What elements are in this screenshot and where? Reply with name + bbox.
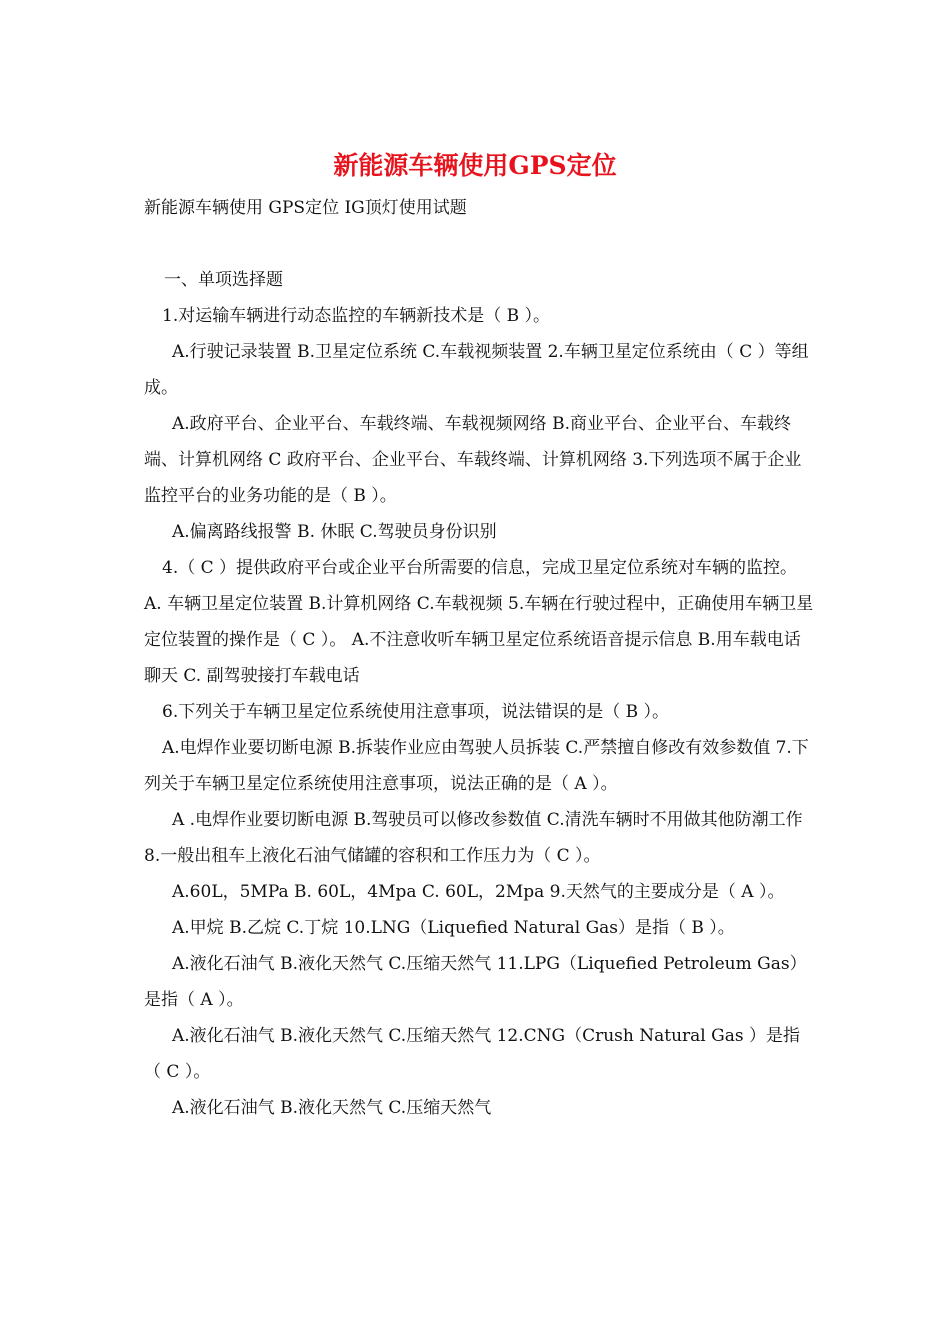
question-paragraph: A.液化石油气 B.液化天然气 C.压缩天然气	[172, 1098, 492, 1118]
question-paragraph: A.政府平台、企业平台、车载终端、车载视频网络 B.商业平台、企业平台、车载终端、计算机网络 C 政府平台、企业平台、车载终端、计算机网络 3.下列选项不属于企业监控平台的业务功能的是（ B ）。	[144, 414, 802, 506]
question-paragraph: A.60L，5MPa B. 60L，4Mpa C. 60L，2Mpa 9.天然气的主要成分是（ A ）。	[172, 882, 785, 902]
question-paragraph: A.行驶记录装置 B.卫星定位系统 C.车载视频装置 2.车辆卫星定位系统由（ C ）等组成。	[144, 342, 809, 398]
question-paragraph: 4.（ C ）提供政府平台或企业平台所需要的信息，完成卫星定位系统对车辆的监控。 A. 车辆卫星定位装置 B.计算机网络 C.车载视频 5.车辆在行驶过程中，正确使用车辆卫星定位装置的操作是（ C ）。 A.不注意收听车辆卫星定位系统语音提示信息 B.用车载电话聊天 C. 副驾驶接打车载电话	[144, 558, 814, 686]
document-title: 新能源车辆使用GPS定位	[333, 151, 617, 180]
question-paragraph: A.甲烷 B.乙烷 C.丁烷 10.LNG（Liquefied Natural Gas）是指（ B ）。	[172, 918, 735, 938]
question-paragraph: 1.对运输车辆进行动态监控的车辆新技术是（ B ）。	[162, 306, 551, 326]
document-body	[144, 190, 814, 1126]
question-paragraph: A.偏离路线报警 B. 休眠 C.驾驶员身份识别	[172, 522, 497, 542]
question-paragraph: A .电焊作业要切断电源 B.驾驶员可以修改参数值 C.清洗车辆时不用做其他防潮工作 8.一般出租车上液化石油气储罐的容积和工作压力为（ C ）。	[144, 810, 803, 866]
question-paragraph: 6.下列关于车辆卫星定位系统使用注意事项，说法错误的是（ B ）。	[162, 702, 670, 722]
question-paragraph: A.电焊作业要切断电源 B.拆装作业应由驾驶人员拆装 C.严禁擅自修改有效参数值 7.下列关于车辆卫星定位系统使用注意事项，说法正确的是（ A ）。	[144, 738, 809, 794]
question-paragraph: A.液化石油气 B.液化天然气 C.压缩天然气 11.LPG（Liquefied Petroleum Gas）是指（ A ）。	[144, 954, 807, 1010]
question-paragraph: A.液化石油气 B.液化天然气 C.压缩天然气 12.CNG（Crush Natural Gas ）是指（ C ）。	[144, 1026, 800, 1082]
section-heading: 一、单项选择题	[164, 270, 283, 290]
document-subtitle: 新能源车辆使用 GPS定位 IG顶灯使用试题	[144, 198, 467, 218]
